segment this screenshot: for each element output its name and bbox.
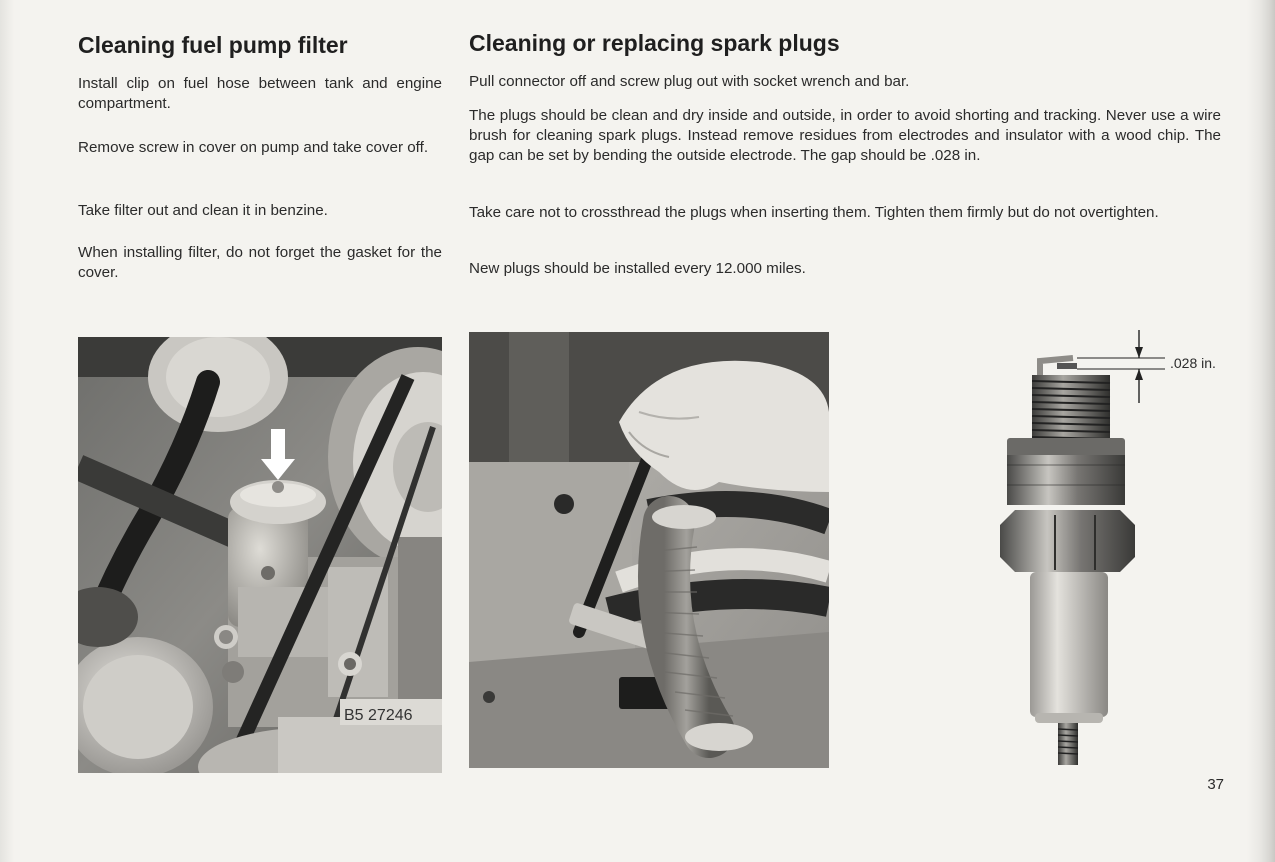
spark-plug-step-4: New plugs should be installed every 12.000 miles. xyxy=(469,260,806,277)
spark-plug-step-3: Take care not to crossthread the plugs when inserting them. Tighten them firmly but do not overtighten. xyxy=(469,204,1159,221)
fuel-pump-step-2: Remove screw in cover on pump and take cover off. xyxy=(78,139,429,156)
page-number: 37 xyxy=(1207,776,1224,793)
page-right-edge xyxy=(1247,0,1275,862)
section-title-fuel-pump: Cleaning fuel pump filter xyxy=(78,32,348,58)
fuel-pump-photo xyxy=(78,337,442,773)
engine-number-stamp: B5 27246 xyxy=(344,707,413,724)
section-title-spark-plugs: Cleaning or replacing spark plugs xyxy=(469,30,840,56)
fuel-pump-step-1: Install clip on fuel hose between tank and engine compartment. xyxy=(78,75,442,112)
gap-measurement-label: .028 in. xyxy=(1170,355,1216,371)
spark-plug-step-1: Pull connector off and screw plug out with socket wrench and bar. xyxy=(469,73,910,90)
spark-plug-photo xyxy=(469,332,829,768)
spark-plug-diagram xyxy=(995,325,1165,770)
page-left-shadow xyxy=(0,0,14,862)
spark-plug-step-2: The plugs should be clean and dry inside and outside, in order to avoid shorting and tracking. Never use a wire brush for cleaning spark plugs. Instead remove residues from electrodes and insulator with a wood chip. The gap can be set by bending the outside electrode. The gap should be .028 in. xyxy=(469,107,1221,164)
fuel-pump-step-3: Take filter out and clean it in benzine. xyxy=(78,202,328,219)
fuel-pump-step-4: When installing filter, do not forget the gasket for the cover. xyxy=(78,244,442,281)
